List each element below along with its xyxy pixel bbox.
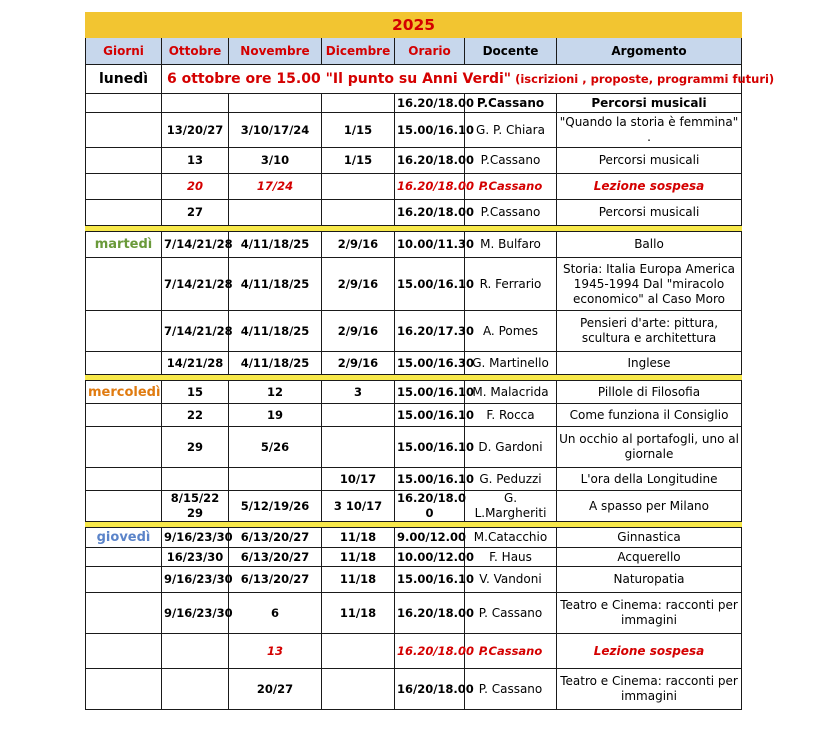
ottobre-cell: 15 (162, 381, 229, 404)
table-row (86, 94, 742, 113)
table-row (86, 548, 742, 567)
docente-cell: P.Cassano (465, 634, 557, 669)
novembre-cell: 19 (229, 404, 322, 427)
ottobre-cell (162, 468, 229, 491)
ottobre-cell: 7/14/21/28 (162, 311, 229, 352)
header-dicembre: Dicembre (322, 38, 395, 65)
argomento-cell: L'ora della Longitudine (557, 468, 742, 491)
docente-cell: P.Cassano (465, 94, 557, 113)
table-row (86, 311, 742, 352)
header-argomento: Argomento (557, 38, 742, 65)
argomento-cell: A spasso per Milano (557, 491, 742, 522)
orario-cell: 15.00/16.10 (395, 427, 465, 468)
orario-cell: 16.20/18.00 (395, 94, 465, 113)
day-label: giovedì (86, 528, 162, 548)
day-cell-empty (86, 669, 162, 710)
argomento-cell: Pensieri d'arte: pittura, scultura e architettura (557, 311, 742, 352)
docente-cell: R. Ferrario (465, 258, 557, 311)
novembre-cell: 4/11/18/25 (229, 232, 322, 258)
day-cell-empty (86, 427, 162, 468)
table-row (86, 669, 742, 710)
docente-cell: M. Malacrida (465, 381, 557, 404)
novembre-cell: 6/13/20/27 (229, 548, 322, 567)
docente-cell: G. P. Chiara (465, 113, 557, 148)
day-cell-empty (86, 634, 162, 669)
orario-cell: 16/20/18.00 (395, 669, 465, 710)
ottobre-cell: 27 (162, 200, 229, 226)
header-novembre: Novembre (229, 38, 322, 65)
table-row (86, 528, 742, 548)
docente-cell: P. Cassano (465, 669, 557, 710)
day-cell-empty (86, 311, 162, 352)
novembre-cell: 6/13/20/27 (229, 528, 322, 548)
table-row (86, 113, 742, 148)
novembre-cell: 3/10 (229, 148, 322, 174)
day-cell-empty (86, 113, 162, 148)
day-cell-empty (86, 567, 162, 593)
day-cell-empty (86, 94, 162, 113)
day-label: mercoledì (86, 381, 162, 404)
docente-cell: G. Martinello (465, 352, 557, 375)
header-row (86, 38, 742, 65)
dicembre-cell (322, 669, 395, 710)
orario-cell: 16.20/18.00 (395, 200, 465, 226)
orario-cell: 15.00/16.10 (395, 381, 465, 404)
dicembre-cell (322, 634, 395, 669)
argomento-cell: Percorsi musicali (557, 94, 742, 113)
table-row (86, 491, 742, 522)
table-row (86, 174, 742, 200)
day-cell-empty (86, 352, 162, 375)
dicembre-cell: 2/9/16 (322, 258, 395, 311)
dicembre-cell: 3 (322, 381, 395, 404)
schedule-document (85, 12, 775, 710)
day-label: martedì (86, 232, 162, 258)
argomento-cell: Ballo (557, 232, 742, 258)
dicembre-cell: 2/9/16 (322, 352, 395, 375)
docente-cell: G. Peduzzi (465, 468, 557, 491)
table-row (86, 427, 742, 468)
argomento-cell: Percorsi musicali (557, 200, 742, 226)
novembre-cell (229, 200, 322, 226)
ottobre-cell: 13 (162, 148, 229, 174)
docente-cell: G. L.Margheriti (465, 491, 557, 522)
orario-cell: 15.00/16.10 (395, 567, 465, 593)
dicembre-cell (322, 427, 395, 468)
orario-cell: 15.00/16.10 (395, 404, 465, 427)
dicembre-cell (322, 174, 395, 200)
argomento-cell: Lezione sospesa (557, 634, 742, 669)
ottobre-cell: 29 (162, 427, 229, 468)
argomento-cell: Teatro e Cinema: racconti per immagini (557, 593, 742, 634)
table-row (86, 381, 742, 404)
ottobre-cell: 16/23/30 (162, 548, 229, 567)
giovedi-section (86, 528, 742, 710)
dicembre-cell: 11/18 (322, 528, 395, 548)
argomento-cell: Lezione sospesa (557, 174, 742, 200)
orario-cell: 16.20/18.00 (395, 174, 465, 200)
novembre-cell: 5/12/19/26 (229, 491, 322, 522)
argomento-cell: Ginnastica (557, 528, 742, 548)
novembre-cell: 5/26 (229, 427, 322, 468)
title-row (86, 13, 742, 38)
day-cell-empty (86, 491, 162, 522)
docente-cell: V. Vandoni (465, 567, 557, 593)
argomento-cell: Naturopatia (557, 567, 742, 593)
novembre-cell: 6 (229, 593, 322, 634)
day-cell-empty (86, 258, 162, 311)
argomento-cell: Inglese (557, 352, 742, 375)
orario-cell: 10.00/11.30 (395, 232, 465, 258)
ottobre-cell (162, 634, 229, 669)
novembre-cell (229, 468, 322, 491)
dicembre-cell: 1/15 (322, 113, 395, 148)
novembre-cell: 4/11/18/25 (229, 258, 322, 311)
docente-cell: P.Cassano (465, 174, 557, 200)
table-row (86, 352, 742, 375)
orario-cell: 16.20/18.00 (395, 148, 465, 174)
header-docente: Docente (465, 38, 557, 65)
orario-cell: 15.00/16.30 (395, 352, 465, 375)
orario-cell: 15.00/16.10 (395, 468, 465, 491)
dicembre-cell (322, 94, 395, 113)
header-orario: Orario (395, 38, 465, 65)
docente-cell: D. Gardoni (465, 427, 557, 468)
year-title: 2025 (86, 13, 742, 38)
day-cell-empty (86, 593, 162, 634)
ottobre-cell: 22 (162, 404, 229, 427)
day-label-lunedi: lunedì (86, 65, 162, 94)
argomento-cell: Un occhio al portafogli, uno al giornale (557, 427, 742, 468)
orario-cell: 15.00/16.10 (395, 258, 465, 311)
mercoledi-section (86, 381, 742, 522)
ottobre-cell: 9/16/23/30 (162, 593, 229, 634)
announcement (162, 65, 775, 94)
dicembre-cell: 10/17 (322, 468, 395, 491)
docente-cell: F. Rocca (465, 404, 557, 427)
header-ottobre: Ottobre (162, 38, 229, 65)
table-row (86, 634, 742, 669)
ottobre-cell: 9/16/23/30 (162, 567, 229, 593)
novembre-cell: 4/11/18/25 (229, 311, 322, 352)
ottobre-cell: 13/20/27 (162, 113, 229, 148)
ottobre-cell: 14/21/28 (162, 352, 229, 375)
ottobre-cell: 7/14/21/28 (162, 258, 229, 311)
novembre-cell: 20/27 (229, 669, 322, 710)
table-row (86, 567, 742, 593)
novembre-cell: 4/11/18/25 (229, 352, 322, 375)
orario-cell: 15.00/16.10 (395, 113, 465, 148)
orario-cell: 9.00/12.00 (395, 528, 465, 548)
docente-cell: A. Pomes (465, 311, 557, 352)
novembre-cell (229, 94, 322, 113)
day-cell-empty (86, 200, 162, 226)
header-giorni: Giorni (86, 38, 162, 65)
dicembre-cell: 3 10/17 (322, 491, 395, 522)
day-cell-empty (86, 548, 162, 567)
lunedi-announcement-row (86, 65, 742, 94)
table-row (86, 258, 742, 311)
docente-cell: F. Haus (465, 548, 557, 567)
argomento-cell: Percorsi musicali (557, 148, 742, 174)
argomento-cell: Come funziona il Consiglio (557, 404, 742, 427)
novembre-cell: 3/10/17/24 (229, 113, 322, 148)
dicembre-cell (322, 404, 395, 427)
orario-cell: 16.20/18.00 (395, 593, 465, 634)
dicembre-cell: 11/18 (322, 567, 395, 593)
martedi-section (86, 232, 742, 375)
docente-cell: P.Cassano (465, 148, 557, 174)
docente-cell: M.Catacchio (465, 528, 557, 548)
schedule-table (85, 12, 775, 710)
day-cell-empty (86, 468, 162, 491)
table-row (86, 148, 742, 174)
announcement-main: 6 ottobre ore 15.00 "Il punto su Anni Verdi" (167, 70, 512, 87)
orario-cell: 16.20/18.00 (395, 634, 465, 669)
docente-cell: M. Bulfaro (465, 232, 557, 258)
orario-cell: 16.20/18.0 0 (395, 491, 465, 522)
novembre-cell: 13 (229, 634, 322, 669)
dicembre-cell: 2/9/16 (322, 232, 395, 258)
table-row (86, 468, 742, 491)
argomento-cell: Pillole di Filosofia (557, 381, 742, 404)
docente-cell: P.Cassano (465, 200, 557, 226)
docente-cell: P. Cassano (465, 593, 557, 634)
table-row (86, 200, 742, 226)
lunedi-section (86, 94, 742, 226)
novembre-cell: 17/24 (229, 174, 322, 200)
ottobre-cell: 8/15/22 29 (162, 491, 229, 522)
argomento-cell: Storia: Italia Europa America 1945-1994 Dal "miracolo economico" al Caso Moro (557, 258, 742, 311)
ottobre-cell: 7/14/21/28 (162, 232, 229, 258)
orario-cell: 10.00/12.00 (395, 548, 465, 567)
dicembre-cell: 2/9/16 (322, 311, 395, 352)
novembre-cell: 6/13/20/27 (229, 567, 322, 593)
argomento-cell: "Quando la storia è femmina" . (557, 113, 742, 148)
table-row (86, 593, 742, 634)
ottobre-cell (162, 94, 229, 113)
day-cell-empty (86, 174, 162, 200)
argomento-cell: Teatro e Cinema: racconti per immagini (557, 669, 742, 710)
table-row (86, 404, 742, 427)
day-cell-empty (86, 404, 162, 427)
novembre-cell: 12 (229, 381, 322, 404)
orario-cell: 16.20/17.30 (395, 311, 465, 352)
day-cell-empty (86, 148, 162, 174)
table-row (86, 232, 742, 258)
ottobre-cell: 9/16/23/30 (162, 528, 229, 548)
ottobre-cell: 20 (162, 174, 229, 200)
dicembre-cell (322, 200, 395, 226)
dicembre-cell: 11/18 (322, 593, 395, 634)
announcement-note: (iscrizioni , proposte, programmi futuri) (511, 71, 775, 86)
argomento-cell: Acquerello (557, 548, 742, 567)
dicembre-cell: 11/18 (322, 548, 395, 567)
dicembre-cell: 1/15 (322, 148, 395, 174)
ottobre-cell (162, 669, 229, 710)
